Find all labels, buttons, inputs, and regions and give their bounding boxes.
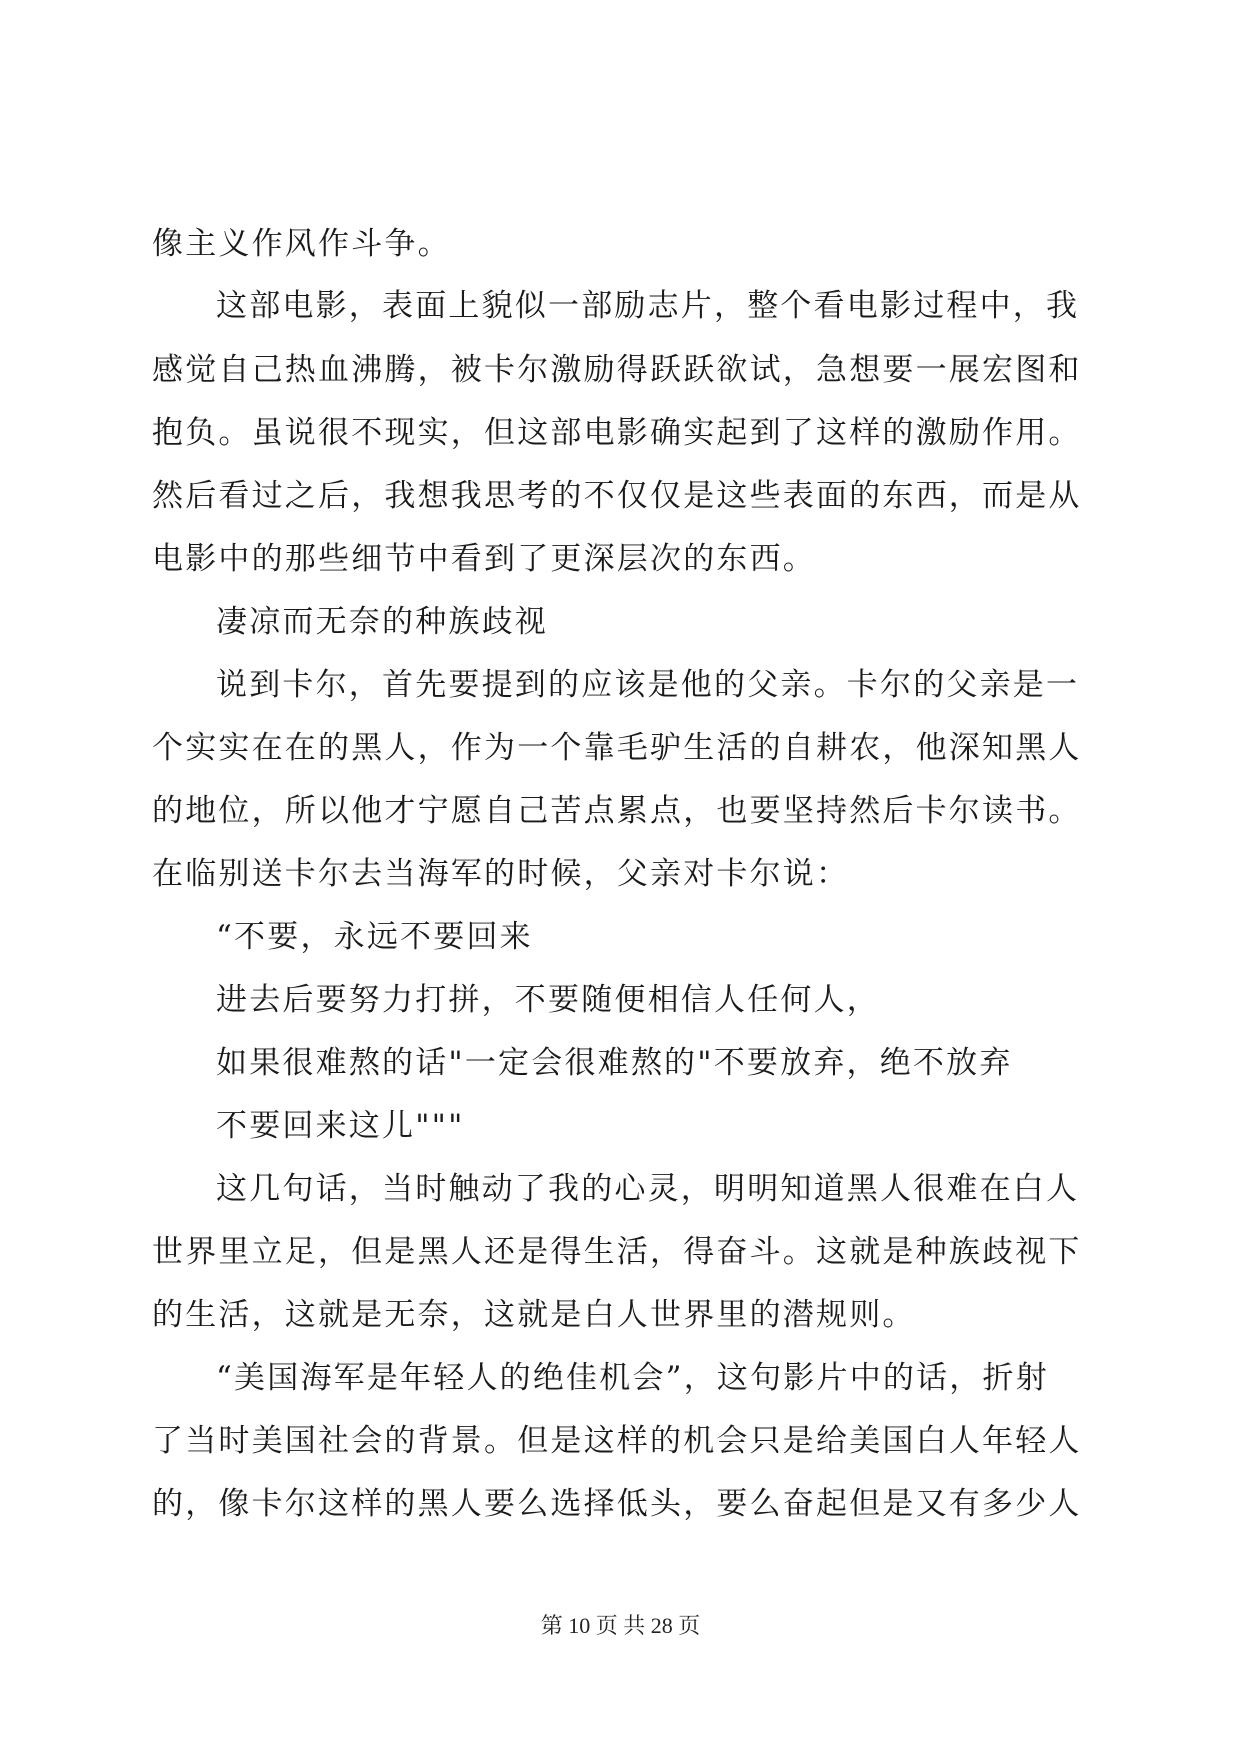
text-line: 像主义作风作斗争。 (152, 226, 451, 262)
text-line: 电影中的那些细节中看到了更深层次的东西。 (152, 541, 816, 577)
section-heading: 凄凉而无奈的种族歧视 (216, 604, 548, 640)
text-line: “美国海军是年轻人的绝佳机会”，这句影片中的话，折射 (216, 1360, 1049, 1396)
quote-line: 进去后要努力打拼，不要随便相信人任何人， (216, 982, 880, 1018)
text-line: 说到卡尔，首先要提到的应该是他的父亲。卡尔的父亲是一 (216, 667, 1080, 703)
text-line: 的，像卡尔这样的黑人要么选择低头，要么奋起但是又有多少人 (152, 1486, 1082, 1522)
quote-line: 不要回来这儿""" (216, 1108, 465, 1144)
text-line: 抱负。虽说很不现实，但这部电影确实起到了这样的激励作用。 (152, 415, 1082, 451)
text-line: 在临别送卡尔去当海军的时候，父亲对卡尔说： (152, 856, 850, 892)
quote-line: “不要，永远不要回来 (216, 919, 533, 955)
text-line: 的地位，所以他才宁愿自己苦点累点，也要坚持然后卡尔读书。 (152, 793, 1082, 829)
text-line: 世界里立足，但是黑人还是得生活，得奋斗。这就是种族歧视下 (152, 1234, 1082, 1270)
text-line: 这部电影，表面上貌似一部励志片，整个看电影过程中，我 (216, 288, 1080, 324)
page-number-footer: 第 10 页 共 28 页 (540, 1613, 701, 1638)
text-line: 这几句话，当时触动了我的心灵，明明知道黑人很难在白人 (216, 1171, 1080, 1207)
text-line: 然后看过之后，我想我思考的不仅仅是这些表面的东西，而是从 (152, 478, 1082, 514)
text-line: 感觉自己热血沸腾，被卡尔激励得跃跃欲试，急想要一展宏图和 (152, 352, 1082, 388)
text-line: 的生活，这就是无奈，这就是白人世界里的潜规则。 (152, 1297, 916, 1333)
text-line: 个实实在在的黑人，作为一个靠毛驴生活的自耕农，他深知黑人 (152, 730, 1082, 766)
quote-line: 如果很难熬的话"一定会很难熬的"不要放弃，绝不放弃 (216, 1045, 1013, 1081)
text-line: 了当时美国社会的背景。但是这样的机会只是给美国白人年轻人 (152, 1423, 1082, 1459)
